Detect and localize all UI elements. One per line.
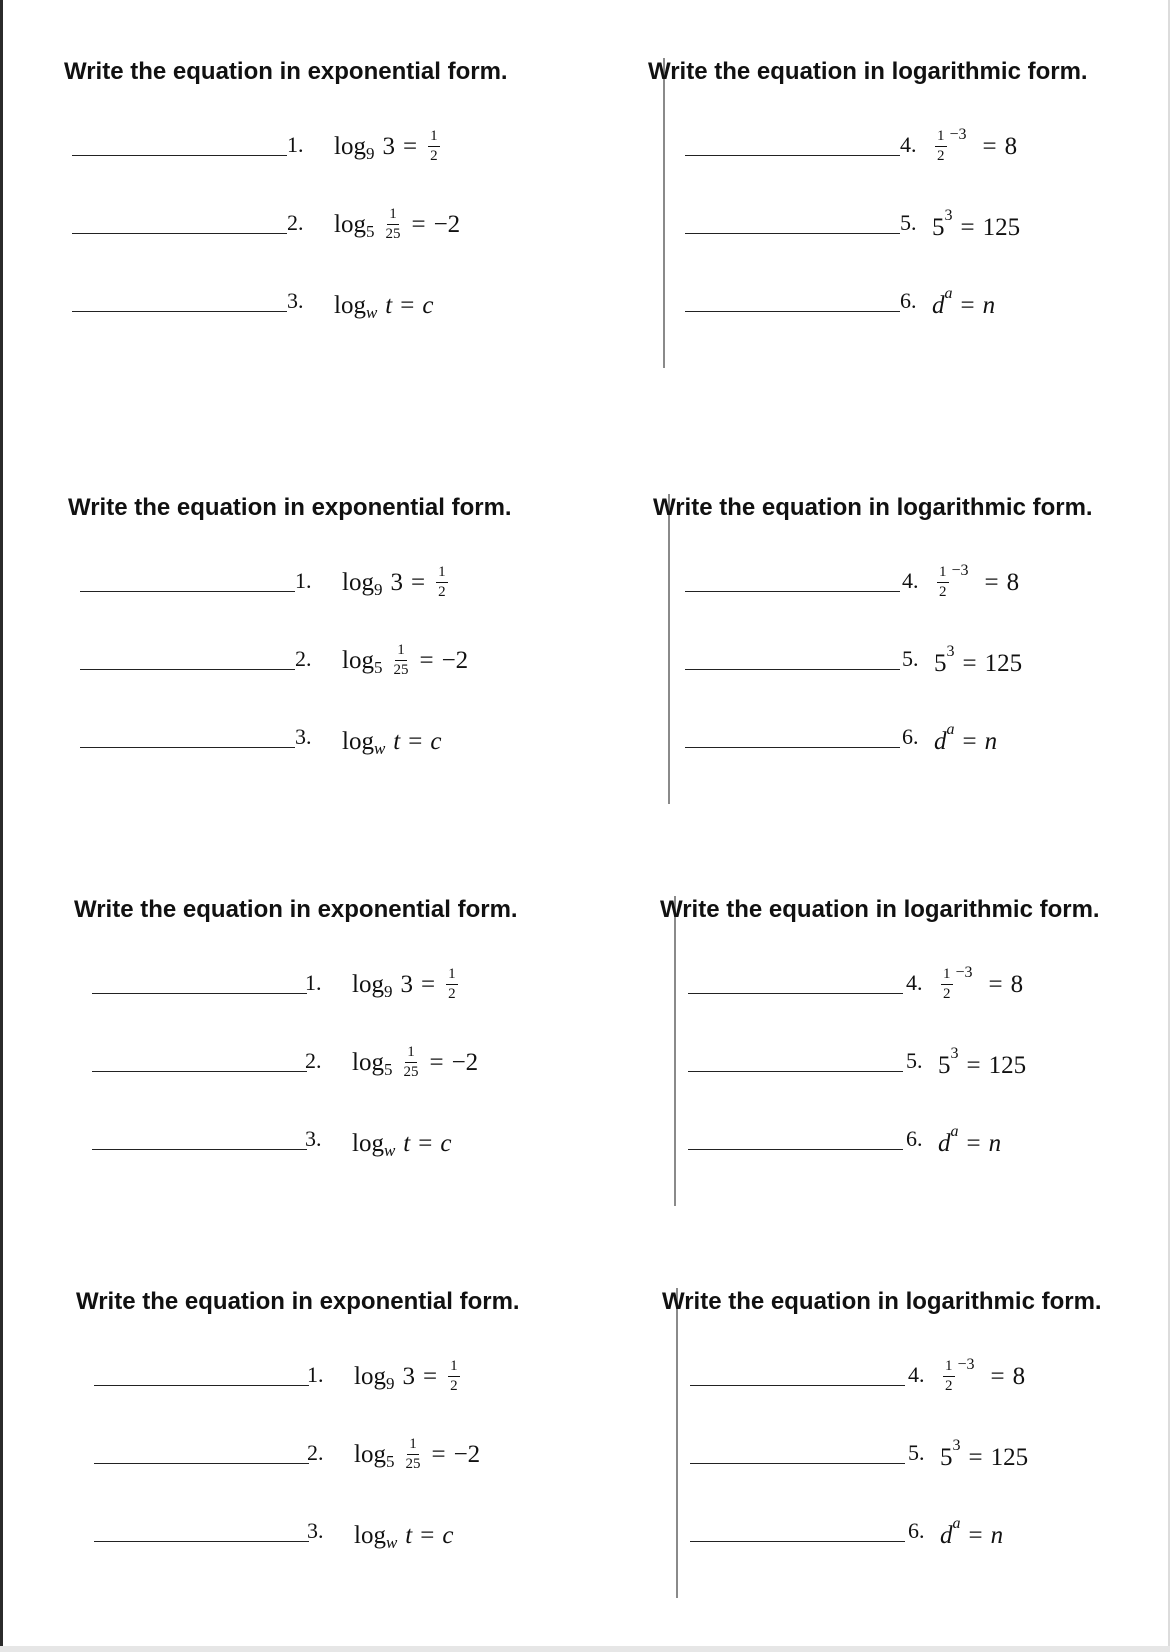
problem-row [688, 958, 1158, 1010]
answer-blank[interactable] [94, 1541, 309, 1542]
section-heading: Write the equation in exponential form. [64, 58, 508, 85]
problem-row [72, 276, 552, 328]
problem-row [688, 1114, 1158, 1166]
problem-number: 4. [902, 568, 919, 593]
problem-number: 5. [902, 646, 919, 671]
problem-number: 4. [906, 970, 923, 995]
logarithmic-form-column [590, 868, 1150, 1248]
answer-blank[interactable] [690, 1541, 905, 1542]
equation: log 9 3 = $\frac{1}{2}$ [354, 1358, 458, 1394]
equation: d a = n [940, 1515, 1004, 1549]
problem-number: 4. [900, 132, 917, 157]
answer-blank[interactable] [685, 233, 900, 234]
problem-row [685, 120, 1155, 172]
equation: 5 3 = 125 [940, 1437, 1029, 1471]
problem-row [72, 120, 552, 172]
equation: $\frac{1}{2}$ −3 = 8 [945, 1355, 1026, 1394]
answer-blank[interactable] [685, 155, 900, 156]
answer-blank[interactable] [690, 1463, 905, 1464]
equation: log w t = c [352, 1130, 452, 1160]
problem-number: 4. [908, 1362, 925, 1387]
equation: d a = n [938, 1123, 1002, 1157]
section-heading: Write the equation in exponential form. [76, 1288, 520, 1315]
equation: log 9 3 = $\frac{1}{2}$ [334, 128, 438, 164]
answer-blank[interactable] [80, 747, 295, 748]
problem-number: 2. [307, 1440, 324, 1465]
problem-row [80, 556, 560, 608]
problem-number: 5. [900, 210, 917, 235]
problem-row [72, 198, 552, 250]
answer-blank[interactable] [72, 311, 287, 312]
page-edge [0, 1646, 1170, 1652]
equation: 5 3 = 125 [932, 207, 1021, 241]
answer-blank[interactable] [688, 993, 903, 994]
answer-blank[interactable] [685, 669, 900, 670]
equation: log w t = c [354, 1522, 454, 1552]
problem-row [92, 1114, 562, 1166]
answer-blank[interactable] [80, 591, 295, 592]
equation: log w t = c [334, 292, 434, 322]
problem-number: 1. [305, 970, 322, 995]
section-heading: Write the equation in logarithmic form. [662, 1288, 1102, 1315]
problem-number: 2. [305, 1048, 322, 1073]
problem-row [685, 634, 1155, 686]
equation: d a = n [934, 721, 998, 755]
problem-number: 5. [908, 1440, 925, 1465]
problem-row [690, 1428, 1160, 1480]
section-heading: Write the equation in logarithmic form. [660, 896, 1100, 923]
problem-number: 1. [295, 568, 312, 593]
problem-number: 5. [906, 1048, 923, 1073]
problem-number: 6. [906, 1126, 923, 1151]
answer-blank[interactable] [688, 1149, 903, 1150]
problem-number: 1. [287, 132, 304, 157]
equation: d a = n [932, 285, 996, 319]
problem-row [685, 276, 1155, 328]
problem-row [685, 712, 1155, 764]
answer-blank[interactable] [72, 233, 287, 234]
problem-row [690, 1506, 1160, 1558]
exponential-form-column [0, 466, 560, 846]
equation: log 5 $\frac{1}{25}$ = −2 [352, 1044, 479, 1080]
logarithmic-form-column [590, 466, 1150, 846]
exponential-form-column [0, 1260, 560, 1640]
problem-row [685, 556, 1155, 608]
exponential-form-column [0, 868, 560, 1248]
problem-row [688, 1036, 1158, 1088]
equation: $\frac{1}{2}$ −3 = 8 [943, 963, 1024, 1002]
equation: log 5 $\frac{1}{25}$ = −2 [342, 642, 469, 678]
problem-number: 2. [295, 646, 312, 671]
answer-blank[interactable] [92, 993, 307, 994]
answer-blank[interactable] [688, 1071, 903, 1072]
problem-row [685, 198, 1155, 250]
section-heading: Write the equation in logarithmic form. [653, 494, 1093, 521]
problem-row [92, 1036, 562, 1088]
section-heading: Write the equation in logarithmic form. [648, 58, 1088, 85]
answer-blank[interactable] [92, 1149, 307, 1150]
problem-number: 6. [900, 288, 917, 313]
problem-row [94, 1428, 564, 1480]
problem-number: 3. [305, 1126, 322, 1151]
answer-blank[interactable] [685, 591, 900, 592]
answer-blank[interactable] [80, 669, 295, 670]
equation: log w t = c [342, 728, 442, 758]
section-heading: Write the equation in exponential form. [68, 494, 512, 521]
answer-blank[interactable] [685, 747, 900, 748]
equation: log 9 3 = $\frac{1}{2}$ [342, 564, 446, 600]
problem-number: 3. [295, 724, 312, 749]
equation: log 5 $\frac{1}{25}$ = −2 [354, 1436, 481, 1472]
problem-number: 2. [287, 210, 304, 235]
equation: $\frac{1}{2}$ −3 = 8 [937, 125, 1018, 164]
equation: $\frac{1}{2}$ −3 = 8 [939, 561, 1020, 600]
answer-blank[interactable] [94, 1385, 309, 1386]
section-heading: Write the equation in exponential form. [74, 896, 518, 923]
problem-row [94, 1350, 564, 1402]
problem-row [92, 958, 562, 1010]
problem-number: 3. [287, 288, 304, 313]
problem-number: 1. [307, 1362, 324, 1387]
problem-row [94, 1506, 564, 1558]
problem-row [80, 634, 560, 686]
worksheet-section [0, 466, 1170, 846]
answer-blank[interactable] [690, 1385, 905, 1386]
problem-number: 6. [908, 1518, 925, 1543]
answer-blank[interactable] [94, 1463, 309, 1464]
worksheet-section [0, 30, 1170, 410]
equation: log 5 $\frac{1}{25}$ = −2 [334, 206, 461, 242]
worksheet-section [0, 1260, 1170, 1640]
problem-number: 3. [307, 1518, 324, 1543]
problem-row [690, 1350, 1160, 1402]
problem-row [80, 712, 560, 764]
answer-blank[interactable] [92, 1071, 307, 1072]
answer-blank[interactable] [685, 311, 900, 312]
equation: 5 3 = 125 [934, 643, 1023, 677]
equation: 5 3 = 125 [938, 1045, 1027, 1079]
equation: log 9 3 = $\frac{1}{2}$ [352, 966, 456, 1002]
answer-blank[interactable] [72, 155, 287, 156]
exponential-form-column [0, 30, 560, 410]
logarithmic-form-column [590, 30, 1150, 410]
worksheet-section [0, 868, 1170, 1248]
logarithmic-form-column [590, 1260, 1150, 1640]
problem-number: 6. [902, 724, 919, 749]
